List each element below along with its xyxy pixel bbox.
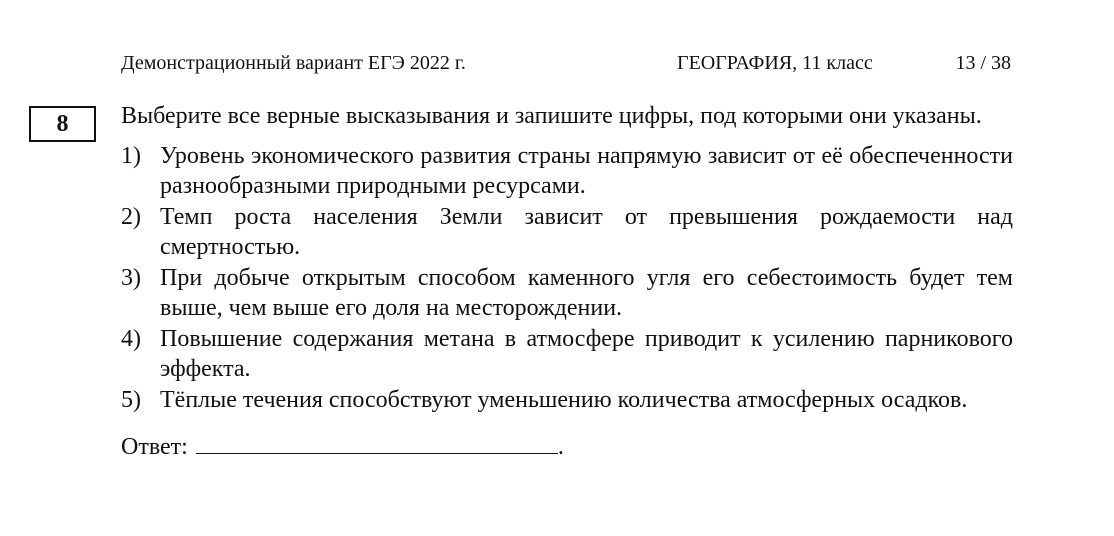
option-text: При добыче открытым способом каменного угля его себестоимость будет тем выше, чем выше его доля на месторождении. [160,265,1013,321]
answer-label: Ответ: [121,434,188,460]
option-text: Тёплые течения способствуют уменьшению количества атмосферных осадков. [160,387,968,413]
option-number: 3) [121,265,141,291]
answer-row [121,429,1013,462]
answer-field[interactable] [196,429,558,454]
question-number-box: 8 [29,106,96,142]
subject-label: ГЕОГРАФИЯ, 11 класс [677,52,873,74]
page-header [121,50,1011,76]
question-content [121,101,1013,462]
exam-title: Демонстрационный вариант ЕГЭ 2022 г. [121,52,466,74]
options-list [121,141,1013,415]
option-1 [121,141,1013,201]
option-text: Уровень экономического развития страны напрямую зависит от её обеспеченности разнообразными природными ресурсами. [160,143,1013,199]
option-2 [121,202,1013,262]
option-number: 1) [121,143,141,169]
option-text: Повышение содержания метана в атмосфере приводит к усилению парникового эффекта. [160,326,1013,382]
option-number: 2) [121,204,141,230]
answer-end: . [557,434,564,460]
question-prompt: Выберите все верные высказывания и запишите цифры, под которыми они указаны. [121,103,982,129]
option-text: Темп роста населения Земли зависит от превышения рождаемости над смертностью. [160,204,1013,260]
option-4 [121,324,1013,384]
option-3 [121,263,1013,323]
option-number: 4) [121,326,141,352]
option-number: 5) [121,387,141,413]
option-5 [121,385,1013,415]
page-number: 13 / 38 [955,52,1011,74]
